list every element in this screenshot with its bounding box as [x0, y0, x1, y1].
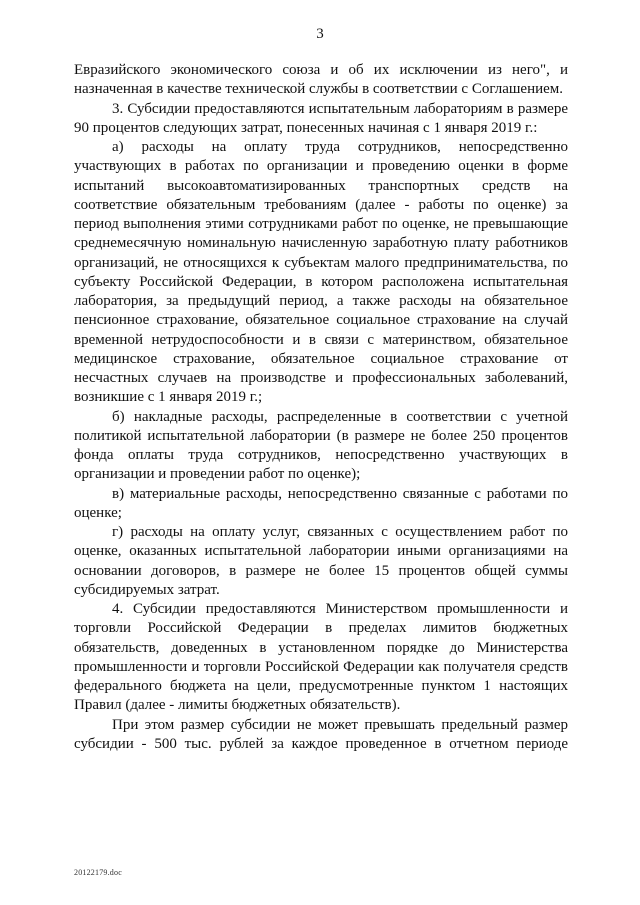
paragraph-item-3: 3. Субсидии предоставляются испытательным лабораториям в размере 90 процентов следующих затрат, понесенных начиная с 1 января 2019 г.:	[74, 100, 568, 136]
paragraph-continuation: Евразийского экономического союза и об их исключении из него", и назначенная в качестве технической службы в соответствии с Соглашением.	[74, 62, 568, 98]
paragraph-subitem-v: в) материальные расходы, непосредственно связанные с работами по оценке;	[74, 485, 568, 521]
paragraph-subitem-b: б) накладные расходы, распределенные в соответствии с учетной политикой испытательной лаборатории (в размере не более 250 процентов фонда оплаты труда сотрудников, непосредственно участвующих в организации и проведении работ по оценке);	[74, 408, 568, 483]
document-body	[74, 61, 568, 754]
footer-document-code: 20122179.doc	[74, 868, 122, 877]
paragraph-subitem-a: а) расходы на оплату труда сотрудников, непосредственно участвующих в работах по организации и проведению оценки в форме испытаний высокоавтоматизированных транспортных средств на соответствие обязательным требованиям (далее - работы по оценке) за период выполнения этими сотрудниками работ по оценке, не превышающие среднемесячную номинальную начисленную заработную плату работников организаций, не относящихся к субъектам малого предпринимательства, по субъекту Российской Федерации, в котором расположена испытательная лаборатория, за предыдущий период, а также расходы на обязательное пенсионное страхование, обязательное социальное страхование на случай временной нетрудоспособности и в связи с материнством, обязательное медицинское страхование, обязательное социальное страхование от несчастных случаев на производстве и профессиональных заболеваний, возникшие с 1 января 2019 г.;	[74, 139, 568, 406]
paragraph-subitem-g: г) расходы на оплату услуг, связанных с осуществлением работ по оценке, оказанных испытательной лаборатории иными организациями на основании договоров, в размере не более 15 процентов общей суммы субсидируемых затрат.	[74, 524, 568, 598]
paragraph-subsidy-limit: При этом размер субсидии не может превышать предельный размер субсидии - 500 тыс. рублей за каждое проведенное в отчетном периоде	[74, 716, 568, 752]
page-number: 3	[316, 26, 324, 42]
paragraph-item-4: 4. Субсидии предоставляются Министерством промышленности и торговли Российской Федерации в пределах лимитов бюджетных обязательств, доведенных в установленном порядке до Министерства промышленности и торговли Российской Федерации как получателя средств федерального бюджета на цели, предусмотренные пунктом 1 настоящих Правил (далее - лимиты бюджетных обязательств).	[74, 601, 568, 714]
